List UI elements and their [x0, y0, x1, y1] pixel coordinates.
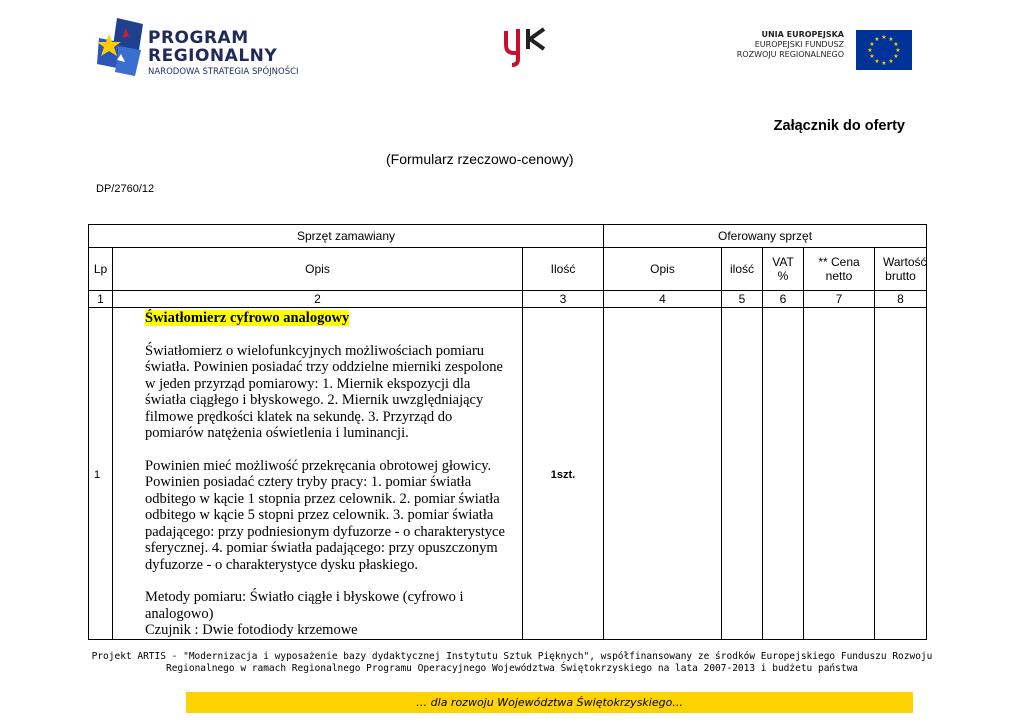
column-header-wartosc: Wartość brutto	[875, 248, 927, 291]
svg-text:★: ★	[874, 36, 880, 43]
column-number: 3	[523, 291, 604, 308]
eu-logo	[736, 24, 916, 74]
column-header-cena: ** Cena netto	[804, 248, 875, 291]
document-title: Załącznik do oferty	[773, 118, 905, 134]
ujk-logo	[500, 25, 550, 67]
column-header-lp: Lp	[89, 248, 113, 291]
table-row	[89, 308, 927, 640]
document-subtitle: (Formularz rzeczowo-cenowy)	[386, 151, 574, 167]
offered-quantity-cell[interactable]	[722, 308, 763, 640]
column-header-opis: Opis	[113, 248, 523, 291]
svg-text:★: ★	[881, 60, 887, 67]
svg-text:★: ★	[893, 41, 899, 48]
column-header-vat: VAT %	[763, 248, 804, 291]
svg-text:★: ★	[874, 58, 880, 65]
row-quantity: 1szt.	[523, 308, 604, 640]
svg-text:★: ★	[869, 41, 875, 48]
slogan-bar	[186, 692, 913, 713]
program-logo-line3: NARODOWA STRATEGIA SPÓJNOŚCI	[148, 67, 299, 77]
program-regionalny-logo	[95, 16, 299, 84]
eu-logo-line1: UNIA EUROPEJSKA	[761, 30, 844, 39]
item-title: Światłomierz cyfrowo analogowy	[145, 310, 350, 327]
svg-text:★: ★	[881, 34, 887, 41]
description-paragraph: Powinien mieć możliwość przekręcania obrotowej głowicy. Powinien posiadać cztery tryby pracy: 1. pomiar światła odbitego w kącie 1 stopnia przez celownik. 2. pomiar światła odbitego w kącie 5 stopni przez celownik. 3. pomiar światła padającego: przy podniesionym dyfuzorze - o charakterystyce sferycznej. 4. pomiar światła padającego: przy opuszczonym dyfuzorze - o charakterystyce dysku płaskiego.	[145, 457, 505, 573]
description-paragraph: Czujnik : Dwie fotodiody krzemowe	[145, 622, 358, 639]
svg-text:★: ★	[867, 47, 873, 54]
net-price-cell[interactable]	[804, 308, 875, 640]
column-number: 2	[113, 291, 523, 308]
eu-logo-line2: EUROPEJSKI FUNDUSZ	[754, 40, 844, 49]
column-header-opis-offered: Opis	[604, 248, 722, 291]
program-logo-line2: REGIONALNY	[148, 46, 278, 66]
offered-description-cell[interactable]	[604, 308, 722, 640]
column-number: 8	[875, 291, 927, 308]
document-number: DP/2760/12	[96, 183, 155, 195]
program-logo-line1: PROGRAM	[148, 28, 249, 48]
project-footer-text: Projekt ARTIS - "Modernizacja i wyposażenie bazy dydaktycznej Instytutu Sztuk Pięknych", współfinansowany ze środków Europejskiego Funduszu Rozwoju Regionalnego w ramach Regionalnego Programu Operacyjnego Województwa Świętokrzyskiego na lata 2007-2013 i budżetu państwa	[91, 651, 933, 674]
row-description	[113, 308, 523, 640]
vat-cell[interactable]	[763, 308, 804, 640]
eu-logo-line3: ROZWOJU REGIONALNEGO	[736, 50, 844, 59]
offered-equipment-header: Oferowany sprzęt	[604, 225, 927, 248]
description-paragraph: Metody pomiaru: Światło ciągłe i błyskowe (cyfrowo i analogowo)	[145, 589, 464, 622]
ordered-equipment-header: Sprzęt zamawiany	[89, 225, 604, 248]
offer-table	[88, 224, 927, 640]
svg-text:★: ★	[893, 53, 899, 60]
column-number: 5	[722, 291, 763, 308]
program-regionalny-emblem-icon	[95, 16, 147, 84]
eu-flag-icon	[856, 30, 912, 70]
svg-text:★: ★	[888, 36, 894, 43]
column-header-ilosc-offered: ilość	[722, 248, 763, 291]
svg-text:★: ★	[895, 47, 901, 54]
column-number: 7	[804, 291, 875, 308]
column-header-ilosc: Ilość	[523, 248, 604, 291]
description-paragraph: Światłomierz o wielofunkcyjnych możliwościach pomiaru światła. Powinien posiadać trzy oddzielne mierniki zespolone w jeden przyrząd pomiarowy: 1. Miernik ekspozycji dla światła ciągłego i błyskowego. 2. Miernik uwzględniający filmowe prędkości klatek na sekundę. 3. Przyrząd do pomiarów natężenia oświetlenia i luminancji.	[145, 342, 503, 442]
svg-text:★: ★	[888, 58, 894, 65]
row-lp: 1	[89, 308, 113, 640]
ujk-emblem-icon	[500, 25, 550, 67]
gross-value-cell[interactable]	[875, 308, 927, 640]
column-number: 4	[604, 291, 722, 308]
svg-text:★: ★	[869, 53, 875, 60]
column-number: 1	[89, 291, 113, 308]
slogan-text: … dla rozwoju Województwa Świętokrzyskiego...	[416, 696, 683, 709]
column-number: 6	[763, 291, 804, 308]
